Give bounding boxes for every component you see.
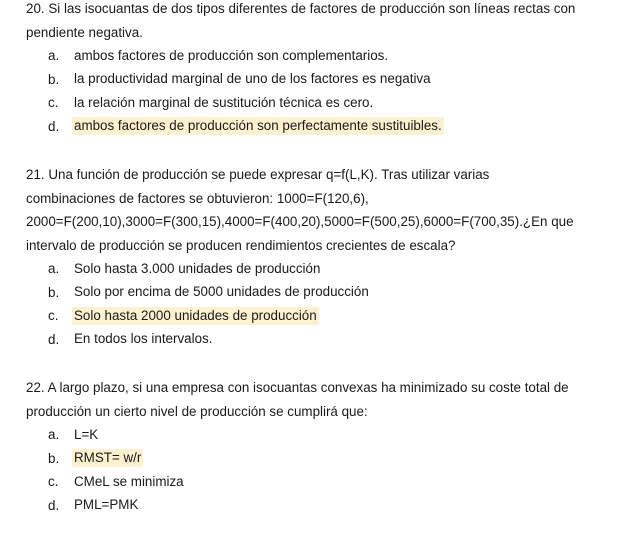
option-text: Solo hasta 3.000 unidades de producción [74, 260, 321, 276]
option-letter: d. [48, 118, 60, 134]
question-text-line: 2000=F(200,10),3000=F(300,15),4000=F(400,20),5000=F(500,25),6000=F(700,35).¿En que [26, 214, 574, 229]
option-letter: b. [48, 71, 60, 87]
option-text: CMeL se minimiza [74, 473, 184, 489]
option-letter: b. [48, 284, 60, 300]
option-letter: b. [48, 450, 60, 466]
option-letter: a. [48, 48, 60, 64]
option-d [26, 328, 622, 352]
question-22 [26, 376, 622, 517]
question-text-line: 22. A largo plazo, si una empresa con isocuantas convexas ha minimizado su coste total de [26, 380, 569, 395]
option-c [26, 91, 622, 115]
option-text: L=K [74, 426, 99, 442]
option-letter: c. [48, 308, 59, 324]
option-text: PML=PMK [74, 497, 139, 513]
options-list [26, 257, 622, 351]
question-20 [26, 0, 622, 138]
option-a [26, 257, 622, 281]
option-a [26, 423, 622, 447]
option-c [26, 470, 622, 494]
question-text: 20. Si las isocuantas de dos tipos diferentes de factores de producción son líneas rectas con pendiente negativa. [26, 1, 576, 40]
option-c [26, 304, 622, 328]
option-text: la productividad marginal de uno de los factores es negativa [74, 71, 431, 87]
option-letter: d. [48, 331, 60, 347]
option-text-highlighted: Solo hasta 2000 unidades de producción [74, 307, 317, 323]
question-text-line: intervalo de producción se producen rendimientos crecientes de escala? [26, 237, 456, 253]
option-b [26, 68, 622, 92]
option-b [26, 281, 622, 305]
options-list [26, 423, 622, 517]
question-text [26, 376, 622, 423]
options-list [26, 44, 622, 138]
option-letter: d. [48, 497, 60, 513]
option-text-highlighted: ambos factores de producción son perfectamente sustituibles. [74, 118, 442, 134]
option-letter: c. [48, 474, 59, 490]
option-letter: a. [48, 427, 60, 443]
question-text [26, 163, 622, 257]
option-text: En todos los intervalos. [74, 331, 213, 347]
option-a [26, 44, 622, 68]
question-text-line: combinaciones de factores se obtuvieron: 1000=F(120,6), [26, 190, 369, 206]
option-letter: a. [48, 261, 60, 277]
question-text-line: producción un cierto nivel de producción se cumplirá que: [26, 403, 368, 419]
question-21 [26, 163, 622, 351]
option-text: la relación marginal de sustitución técnica es cero. [74, 94, 374, 110]
option-text: ambos factores de producción son complementarios. [74, 47, 389, 63]
option-b [26, 447, 622, 471]
option-letter: c. [48, 95, 59, 111]
option-d [26, 115, 622, 139]
option-text: Solo por encima de 5000 unidades de producción [74, 284, 369, 300]
option-text-highlighted: RMST= w/r [74, 450, 142, 466]
question-text-line: 21. Una función de producción se puede expresar q=f(L,K). Tras utilizar varias [26, 167, 490, 182]
option-d [26, 494, 622, 518]
